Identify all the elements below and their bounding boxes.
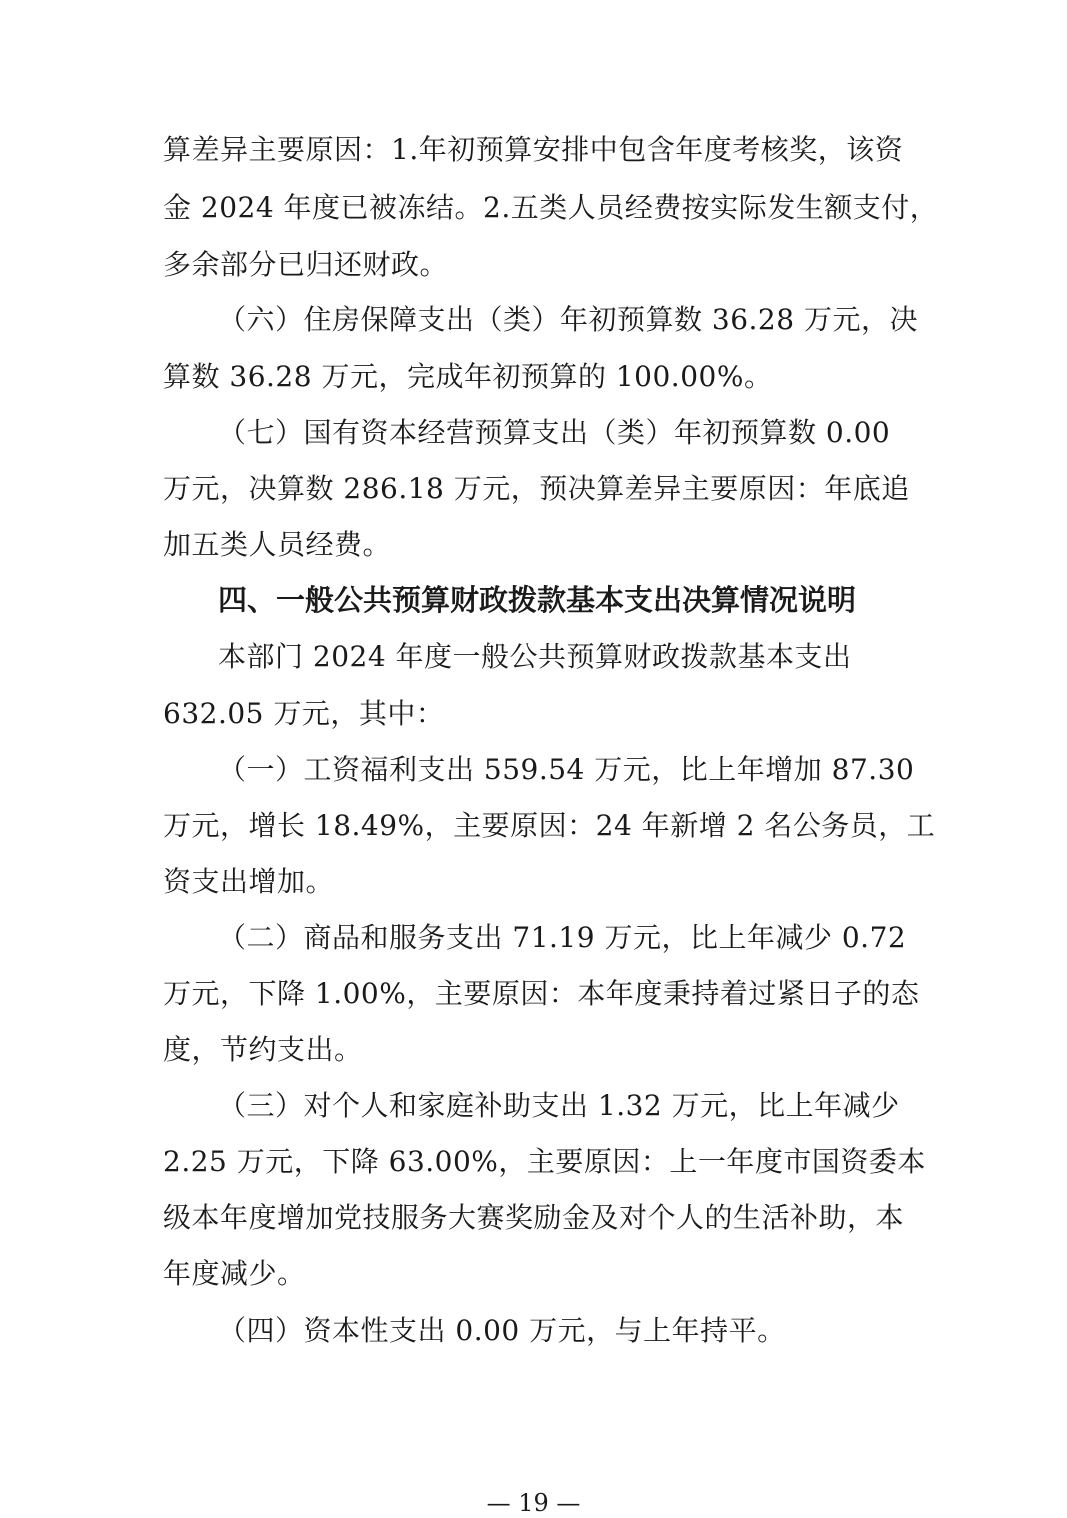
paragraph-line: 多余部分已归还财政。 — [163, 248, 449, 281]
paragraph-line: 金 2024 年度已被冻结。2.五类人员经费按实际发生额支付， — [163, 191, 939, 224]
paragraph-line: （七）国有资本经营预算支出（类）年初预算数 0.00 — [218, 416, 891, 449]
paragraph-line: 本部门 2024 年度一般公共预算财政拨款基本支出 — [218, 640, 852, 673]
paragraph-line: 2.25 万元，下降 63.00%，主要原因：上一年度市国资委本 — [163, 1145, 926, 1178]
paragraph-line: （三）对个人和家庭补助支出 1.32 万元，比上年减少 — [218, 1089, 900, 1122]
paragraph-line: 万元，增长 18.49%，主要原因：24 年新增 2 名公务员，工 — [163, 809, 936, 842]
paragraph-line: 级本年度增加党技服务大赛奖励金及对个人的生活补助，本 — [163, 1201, 905, 1234]
paragraph-line: （一）工资福利支出 559.54 万元，比上年增加 87.30 — [218, 753, 915, 786]
paragraph-line: 资支出增加。 — [163, 865, 335, 898]
paragraph-line: 年度减少。 — [163, 1257, 306, 1290]
paragraph-line: （六）住房保障支出（类）年初预算数 36.28 万元，决 — [218, 303, 918, 336]
paragraph-line: 万元，决算数 286.18 万元，预决算差异主要原因：年底追 — [163, 472, 910, 505]
page-number: — 19 — — [486, 1489, 581, 1517]
section-heading: 四、一般公共预算财政拨款基本支出决算情况说明 — [218, 583, 857, 617]
paragraph-line: 万元，下降 1.00%，主要原因：本年度秉持着过紧日子的态 — [163, 977, 920, 1010]
paragraph-line: （四）资本性支出 0.00 万元，与上年持平。 — [218, 1314, 786, 1347]
paragraph-line: （二）商品和服务支出 71.19 万元，比上年减少 0.72 — [218, 921, 907, 954]
paragraph-line: 加五类人员经费。 — [163, 528, 392, 561]
paragraph-line: 算数 36.28 万元，完成年初预算的 100.00%。 — [163, 360, 773, 393]
paragraph-line: 度，节约支出。 — [163, 1033, 363, 1066]
paragraph-line: 算差异主要原因：1.年初预算安排中包含年度考核奖，该资 — [163, 133, 904, 166]
paragraph-line: 632.05 万元，其中： — [163, 697, 445, 730]
